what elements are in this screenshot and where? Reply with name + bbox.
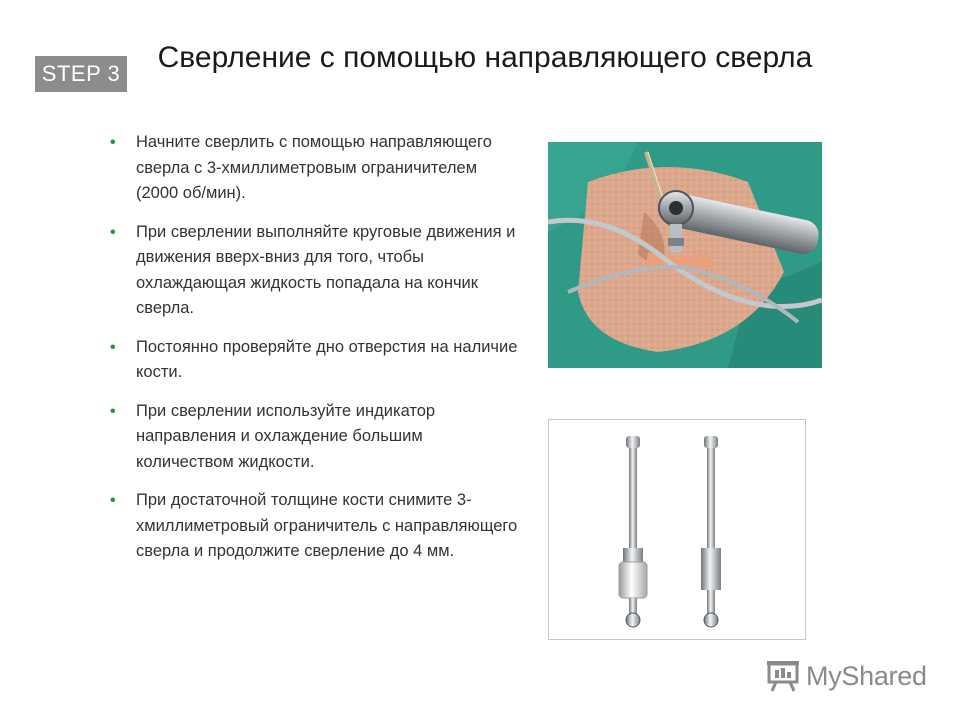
step-badge: STEP 3 [35,56,127,92]
myshared-logo [766,656,927,696]
bullet-item: • При сверлении используйте индикатор направления и охлаждение большим количеством жидкости. [108,399,520,476]
surgical-drilling-photo [548,142,822,368]
page-title: Сверление с помощью направляющего сверла [157,41,813,74]
guide-drill-photo [548,419,806,640]
drill-without-stopper [701,436,721,627]
bullet-item: • Постоянно проверяйте дно отверстия на наличие кости. [108,335,520,386]
bullet-item: • При достаточной толщине кости снимите 3-хмиллиметровый ограничитель с направляющего сверла и продолжите сверление до 4 мм. [108,488,520,565]
bullet-item: • При сверлении выполняйте круговые движения и движения вверх-вниз для того, чтобы охлаждающая жидкость попадала на кончик сверла. [108,220,520,322]
drill-with-stopper [619,436,647,627]
bullet-list [108,130,520,578]
bullet-item: • Начните сверлить с помощью направляющего сверла с 3-хмиллиметровым ограничителем (2000 об/мин). [108,130,520,207]
logo-text: MyShared [806,660,927,691]
presentation-board-icon [766,659,800,693]
